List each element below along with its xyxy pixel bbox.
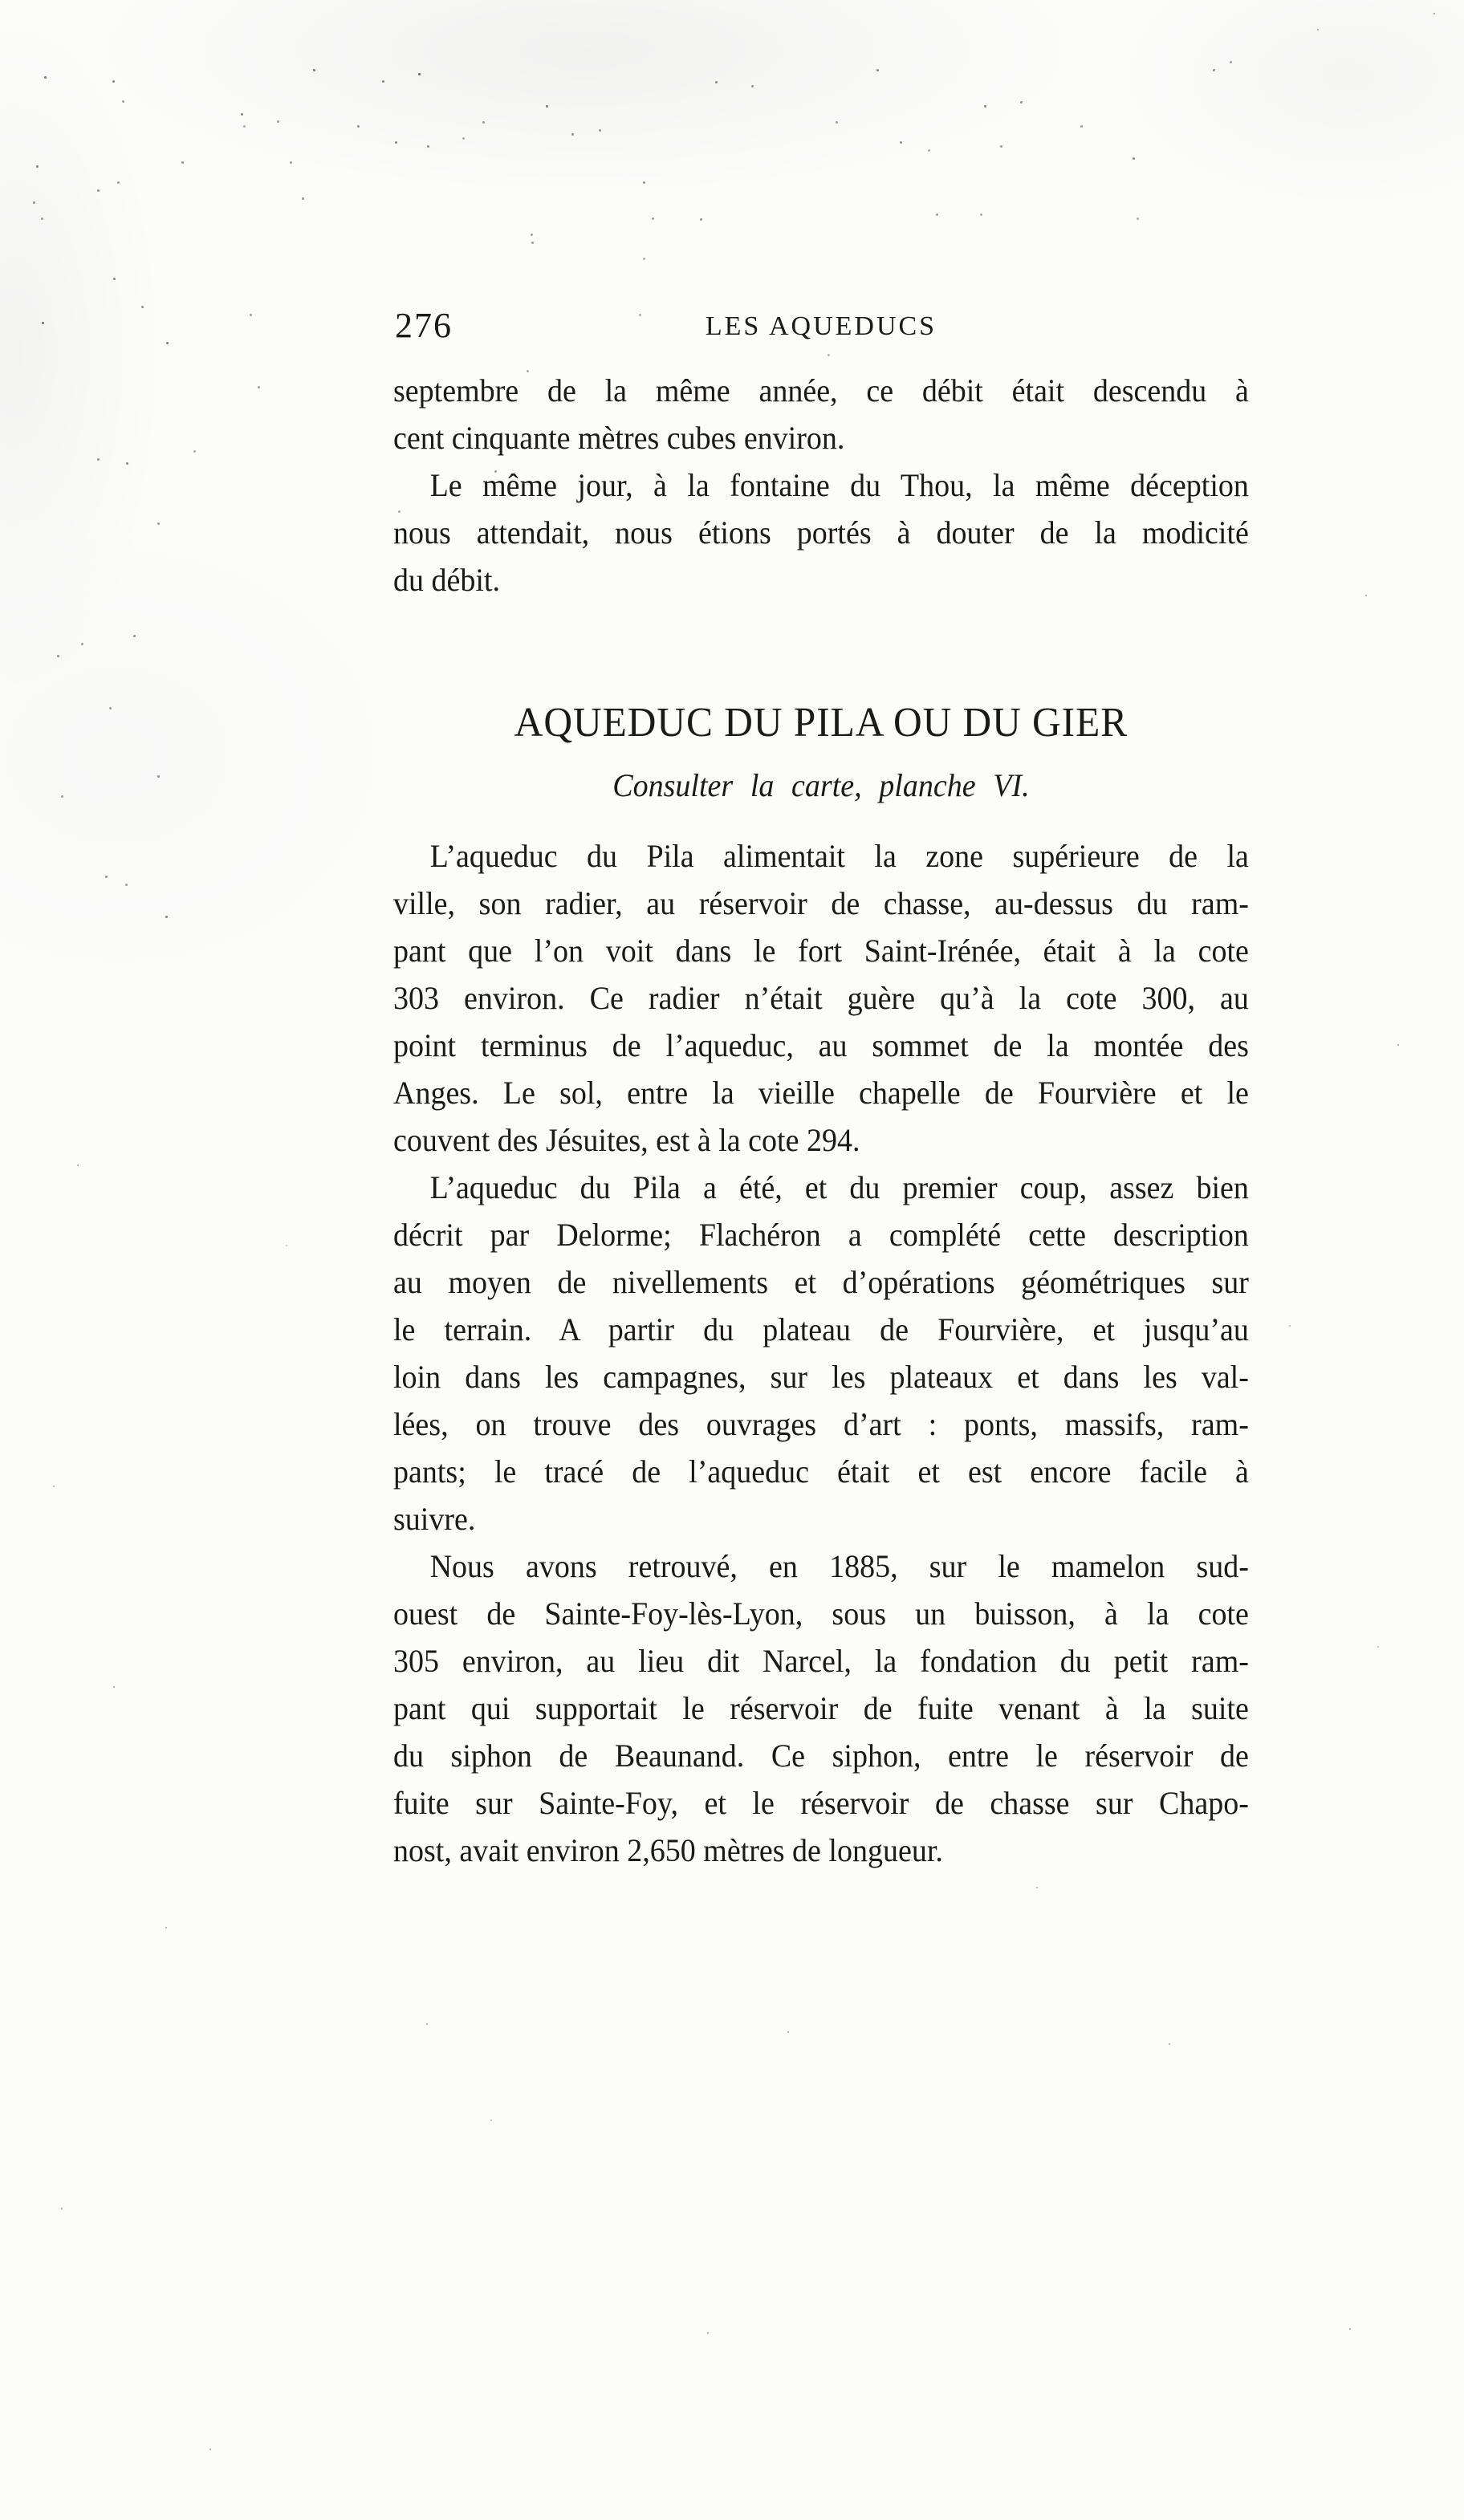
text-line: Anges. Le sol, entre la vieille chapelle de Fourvière et le (393, 1075, 1249, 1111)
text-line: 305 environ, au lieu dit Narcel, la fondation du petit ram- (393, 1643, 1249, 1679)
text-line: pants; le tracé de l’aqueduc était et est encore facile à (393, 1453, 1249, 1490)
text-line: nost, avait environ 2,650 mètres de longueur. (393, 1832, 943, 1868)
paragraph-2 (393, 461, 1249, 604)
text-line: pant que l’on voit dans le fort Saint-Irénée, était à la cote (393, 933, 1249, 969)
text-column (393, 0, 1249, 2520)
text-line: cent cinquante mètres cubes environ. (393, 420, 845, 456)
text-line: du siphon de Beaunand. Ce siphon, entre le réservoir de (393, 1738, 1249, 1774)
text-line: L’aqueduc du Pila a été, et du premier coup, assez bien (429, 1169, 1249, 1205)
text-line: L’aqueduc du Pila alimentait la zone supérieure de la (429, 838, 1249, 874)
paragraph-4 (393, 1164, 1249, 1542)
text-line: ville, son radier, au réservoir de chasse, au-dessus du ram- (393, 885, 1249, 921)
text-line: Nous avons retrouvé, en 1885, sur le mamelon sud- (429, 1548, 1249, 1584)
text-line: suivre. (393, 1501, 476, 1537)
text-line: décrit par Delorme; Flachéron a complété cette description (393, 1217, 1249, 1253)
running-title: LES AQUEDUCS (705, 311, 937, 341)
text-line: loin dans les campagnes, sur les plateaux et dans les val- (393, 1359, 1249, 1395)
section-title: AQUEDUC DU PILA OU DU GIER (514, 700, 1128, 746)
page-number: 276 (395, 306, 453, 345)
text-line: ouest de Sainte-Foy-lès-Lyon, sous un buisson, à la cote (393, 1595, 1249, 1632)
section-paragraphs (393, 832, 1249, 1874)
paragraph-5 (393, 1542, 1249, 1874)
text-line: couvent des Jésuites, est à la cote 294. (393, 1122, 860, 1158)
text-line: pant qui supportait le réservoir de fuite venant à la suite (393, 1690, 1249, 1726)
text-line: le terrain. A partir du plateau de Fourvière, et jusqu’au (393, 1311, 1249, 1347)
paragraph-3 (393, 832, 1249, 1164)
text-line: septembre de la même année, ce débit était descendu à (393, 372, 1249, 408)
text-line: Le même jour, à la fontaine du Thou, la même déception (429, 467, 1249, 503)
text-line: lées, on trouve des ouvrages d’art : ponts, massifs, ram- (393, 1406, 1249, 1442)
opening-paragraphs (393, 367, 1249, 604)
section-subtitle: Consulter la carte, planche VI. (612, 767, 1030, 803)
text-line: fuite sur Sainte-Foy, et le réservoir de chasse sur Chapo- (393, 1785, 1249, 1821)
text-line: du débit. (393, 562, 500, 598)
text-line: au moyen de nivellements et d’opérations géométriques sur (393, 1264, 1249, 1300)
text-line: 303 environ. Ce radier n’était guère qu’à la cote 300, au (393, 980, 1249, 1016)
text-line: point terminus de l’aqueduc, au sommet de la montée des (393, 1027, 1249, 1063)
text-line: nous attendait, nous étions portés à douter de la modicité (393, 514, 1249, 551)
paragraph-1 (393, 367, 1249, 461)
scan-noise-speckles-bottom (0, 0, 2, 2)
